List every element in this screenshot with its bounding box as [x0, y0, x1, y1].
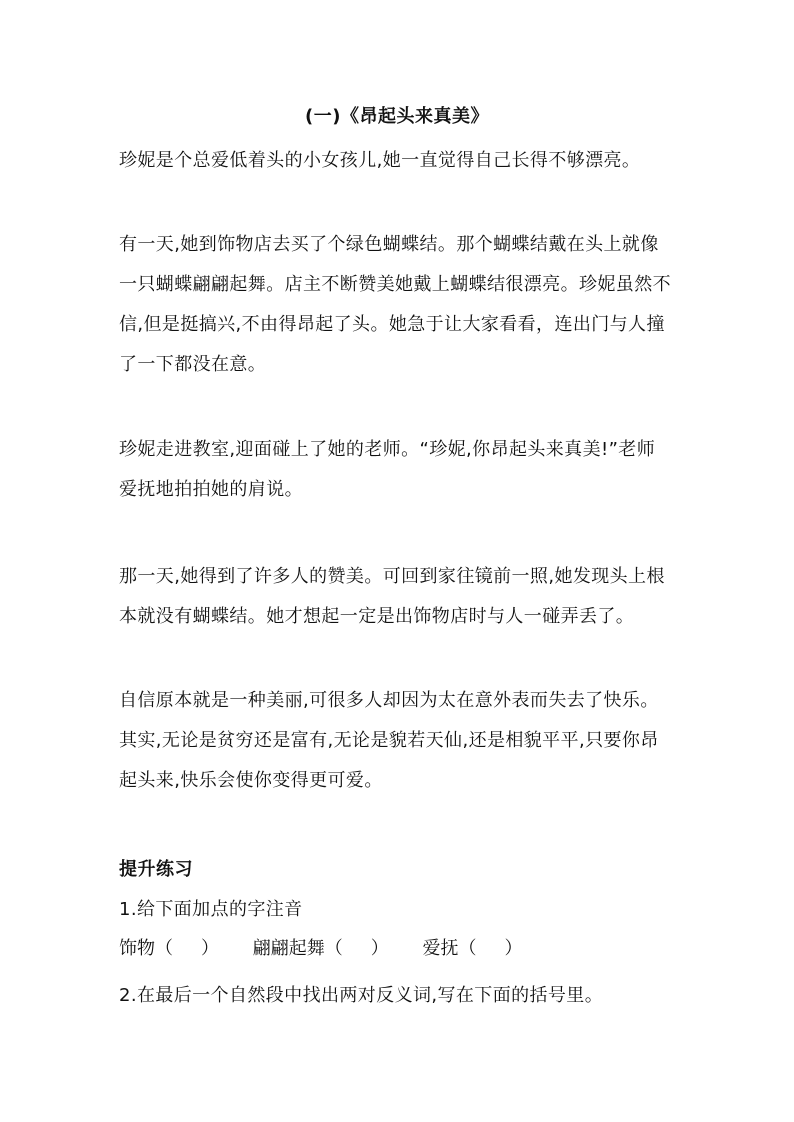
- pinyin-word: 翩翩起舞: [252, 938, 325, 959]
- pinyin-item: [253, 936, 389, 962]
- bracket-open: （: [155, 938, 173, 959]
- paragraph-4: [119, 557, 689, 637]
- paragraph-line: 爱抚地拍拍她的肩说。: [119, 479, 303, 500]
- paragraph-line: 本就没有蝴蝶结。她才想起一定是出饰物店时与人一碰弄丢了。: [119, 606, 635, 627]
- paragraph-5: [119, 681, 689, 801]
- paragraph-line: 自信原本就是一种美丽,可很多人却因为太在意外表而失去了快乐。: [119, 690, 659, 711]
- paragraph-2: [119, 225, 689, 385]
- question-1: 1.给下面加点的字注音: [119, 899, 303, 920]
- bracket-close: ）: [370, 938, 389, 959]
- question-2: 2.在最后一个自然段中找出两对反义词,写在下面的括号里。: [119, 985, 604, 1006]
- pinyin-word: 饰物: [119, 938, 155, 959]
- paragraph-line: 其实,无论是贫穷还是富有,无论是貌若天仙,还是相貌平平,只要你昂: [119, 730, 659, 751]
- pinyin-item: [119, 936, 219, 962]
- paragraph-line: 珍妮走进教室,迎面碰上了她的老师。“珍妮,你昂起头来真美!”老师: [119, 439, 656, 460]
- paragraph-line: 有一天,她到饰物店去买了个绿色蝴蝶结。那个蝴蝶结戴在头上就像: [119, 234, 659, 255]
- paragraph-line: 一只蝴蝶翩翩起舞。店主不断赞美她戴上蝴蝶结很漂亮。珍妮虽然不: [119, 274, 671, 295]
- paragraph-line: 信,但是挺搞兴,不由得昂起了头。她急于让大家看看，连出门与人撞: [119, 314, 665, 335]
- paragraph-3: [119, 430, 689, 510]
- bracket-close: ）: [504, 938, 523, 959]
- passage-title: (一)《昂起头来真美》: [305, 106, 489, 127]
- paragraph-line: 那一天,她得到了许多人的赞美。可回到家往镜前一照,她发现头上根: [119, 566, 665, 587]
- paragraph-line: 珍妮是个总爱低着头的小女孩儿,她一直觉得自己长得不够漂亮。: [119, 150, 641, 171]
- bracket-open: （: [324, 938, 343, 959]
- pinyin-blanks-row: [119, 936, 550, 962]
- paragraph-1: [119, 141, 689, 181]
- exercise-heading: 提升练习: [119, 859, 193, 880]
- pinyin-word: 爱抚: [422, 938, 459, 959]
- pinyin-item: [422, 936, 522, 962]
- bracket-close: ）: [201, 938, 219, 959]
- bracket-open: （: [458, 938, 477, 959]
- paragraph-line: 了一下都没在意。: [119, 354, 267, 375]
- paragraph-line: 起头来,快乐会使你变得更可爱。: [119, 770, 383, 791]
